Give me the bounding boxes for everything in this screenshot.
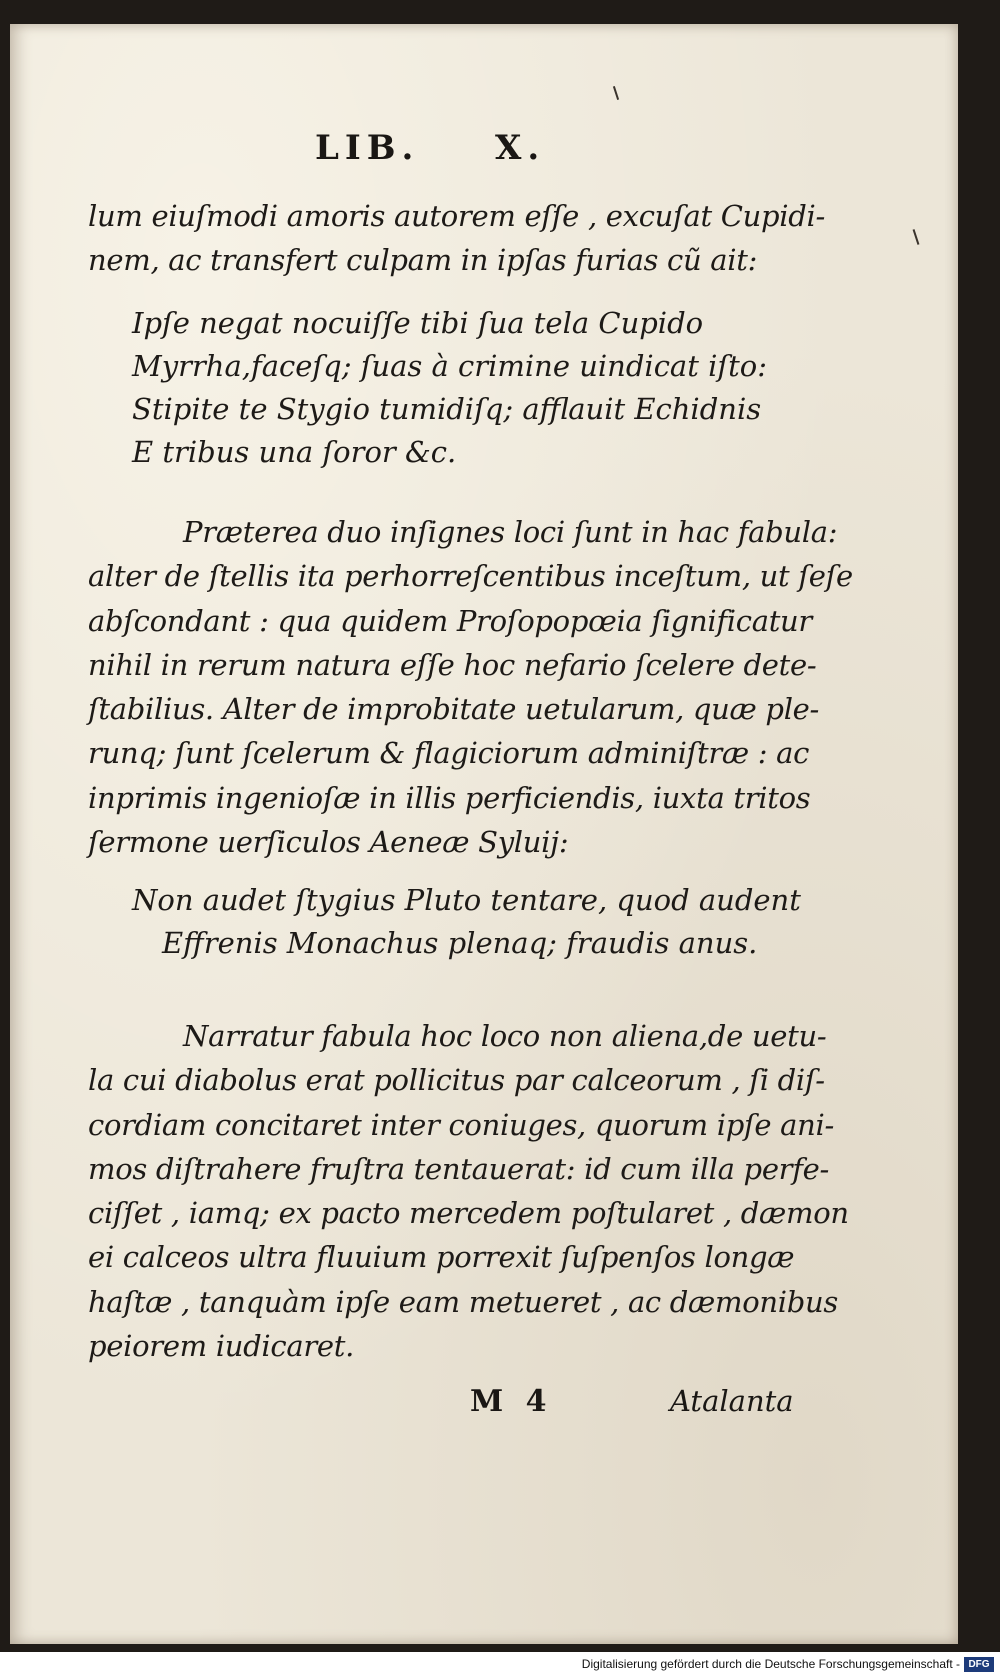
verse-line: Stipite te Stygio tumidiſq; afflauit Echidnis xyxy=(132,392,762,426)
text-line: lum eiuſmodi amoris autorem eſſe , excuſat Cupidi- xyxy=(88,199,825,233)
paragraph-2 xyxy=(88,510,853,864)
page-footer xyxy=(10,1384,958,1430)
text-line: la cui diabolus erat pollicitus par calceorum , ſi diſ- xyxy=(88,1063,825,1098)
text-line: abſcondant : qua quidem Proſopopœia ſignificatur xyxy=(88,603,812,638)
text-line: runq; ſunt ſcelerum & flagiciorum adminiſtræ : ac xyxy=(88,736,810,771)
verse-line: E tribus una ſoror &c. xyxy=(132,435,457,469)
text-line: peiorem iudicaret. xyxy=(88,1329,355,1364)
signature-mark: M 4 xyxy=(470,1384,553,1419)
text-line: ſtabilius. Alter de improbitate uetularum, quæ ple- xyxy=(88,692,820,727)
catchword: Atalanta xyxy=(670,1384,794,1418)
credit-text: Digitalisierung gefördert durch die Deutsche Forschungsgemeinschaft - xyxy=(581,1657,960,1671)
text-line: cordiam concitaret inter coniuges, quorum ipſe ani- xyxy=(88,1107,835,1142)
running-head-number: X. xyxy=(495,128,546,168)
verse-line: Myrrha,faceſq; ſuas à crimine uindicat iſto: xyxy=(132,349,767,383)
text-line: ciſſet , iamq; ex pacto mercedem poſtularet , dæmon xyxy=(88,1196,849,1231)
text-line: haſtæ , tanquàm ipſe eam metueret , ac dæmonibus xyxy=(88,1284,838,1319)
running-head-book: LIB. xyxy=(315,128,420,168)
paper-speck xyxy=(613,86,619,100)
text-line: mos diſtrahere fruſtra tentauerat: id cum illa perfe- xyxy=(88,1151,830,1186)
paper-speck xyxy=(913,229,920,245)
text-line: inprimis ingenioſæ in illis perficiendis, iuxta tritos xyxy=(88,780,811,815)
text-line: ei calceos ultra fluuium porrexit ſuſpenſos longæ xyxy=(88,1240,795,1275)
verse-block-2 xyxy=(132,879,801,965)
text-line: nem, ac transfert culpam in ipſas furias cũ ait: xyxy=(88,243,758,278)
dfg-logo: DFG xyxy=(964,1657,994,1672)
verse-line: Ipſe negat nocuiſſe tibi ſua tela Cupido xyxy=(132,306,704,340)
running-head xyxy=(10,128,958,178)
text-line: Præterea duo inſignes loci ſunt in hac fabula: xyxy=(183,515,838,549)
text-line: nihil in rerum natura eſſe hoc nefario ſcelere dete- xyxy=(88,647,817,682)
verse-line: Effrenis Monachus plenaq; fraudis anus. xyxy=(162,926,758,960)
verse-line: Non audet ſtygius Pluto tentare, quod audent xyxy=(132,883,801,917)
book-page xyxy=(10,24,958,1644)
text-line: Narratur fabula hoc loco non aliena,de uetu- xyxy=(183,1019,827,1053)
text-line: ſermone uerſiculos Aeneæ Syluij: xyxy=(88,825,569,860)
verse-block-1 xyxy=(132,302,772,474)
paragraph-1 xyxy=(88,194,825,283)
digitization-credit-bar xyxy=(0,1652,1000,1677)
text-line: alter de ſtellis ita perhorreſcentibus inceſtum, ut ſeſe xyxy=(88,559,853,594)
paragraph-3 xyxy=(88,1014,849,1368)
